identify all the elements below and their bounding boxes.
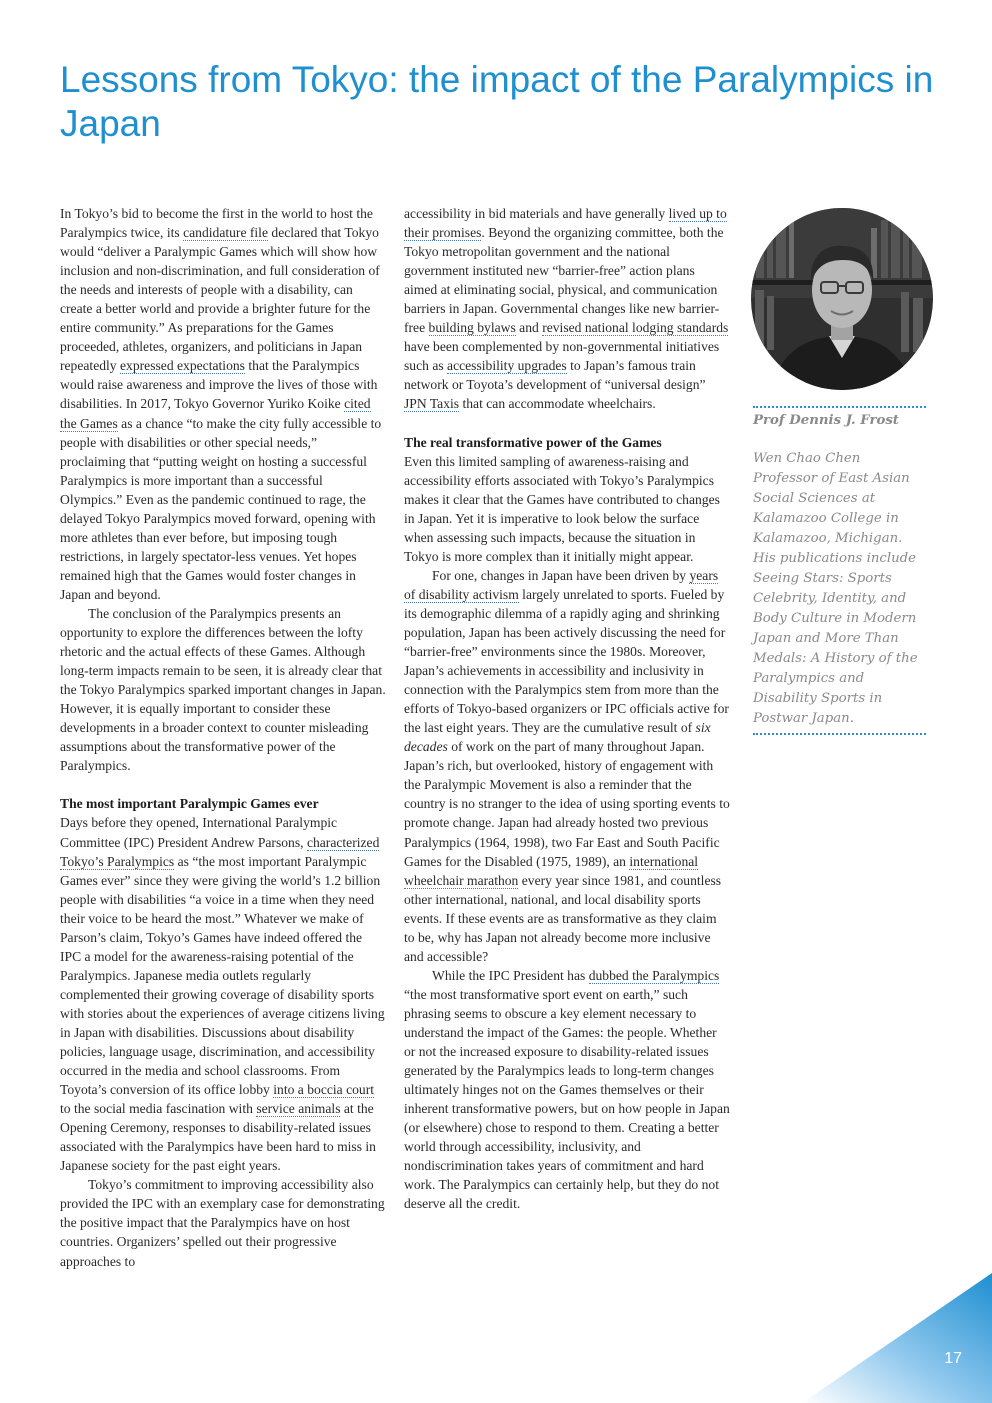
link-cited-the-games[interactable]: cited the Games xyxy=(60,396,371,431)
link-candidature-file[interactable]: candidature file xyxy=(183,225,268,241)
paragraph: accessibility in bid materials and have generally lived up to their promises. Beyond the organizing committee, both the Tokyo metropolitan government and the national government instituted new “barrier-free” action plans aimed at eliminating social, physical, and communication barriers in Japan. Governmental changes like new barrier-free building bylaws and revised national lodging standards have been complemented by non-governmental initiatives such as accessibility upgrades to Japan’s famous train network or Toyota’s development of “universal design” JPN Taxis that can accommodate wheelchairs. xyxy=(404,206,729,412)
paragraph: Even this limited sampling of awareness-raising and accessibility efforts associated with Tokyo’s Paralympics makes it clear that the Games have contributed to changes in Japan. Yet it is imperative to look below the surface when assessing such impacts, because the situation in Tokyo is more complex than it initially might appear. xyxy=(404,453,720,564)
link-boccia-court[interactable]: into a boccia court xyxy=(273,1082,375,1098)
link-service-animals[interactable]: service animals xyxy=(256,1101,341,1117)
link-accessibility-upgrades[interactable]: accessibility upgrades xyxy=(447,358,567,374)
link-lodging-standards[interactable]: revised national lodging standards xyxy=(542,320,729,336)
link-disability-activism[interactable]: years of disability activism xyxy=(404,567,719,602)
link-lived-up-to-promises[interactable]: lived up to their promises xyxy=(404,206,727,241)
article-title: Lessons from Tokyo: the impact of the Paralympics in Japan xyxy=(60,59,934,144)
author-description: Wen Chao Chen Professor of East Asian Social Sciences at Kalamazoo College in Kalamazoo, Michigan. His publications include Seeing Stars: Sports Celebrity, Identity, and Body Culture in Modern Japan and More Than Medals: A History of the Paralympics and Disability Sports in Postwar Japan. xyxy=(753,451,918,726)
link-expressed-expectations[interactable]: expressed expectations xyxy=(120,358,245,374)
author-name: Prof Dennis J. Frost xyxy=(753,413,899,428)
paragraph: Days before they opened, International Paralympic Committee (IPC) President Andrew Parsons, characterized Tokyo’s Paralympics as “the most important Paralympic Games ever” since they were giving the world’s 1.2 billion people with disabilities “a voice in a time when they need their voice to be heard the most.” Whatever we make of Parson’s claim, Tokyo’s Games have indeed offered the IPC a model for the awareness-raising potential of the Paralympics. Japanese media outlets regularly complemented their growing coverage of disability sports with stories about the experiences of average citizens living in Japan with disabilities. Discussions about disability policies, language usage, discrimination, and accessibility occurred in the media and school classrooms. From Toyota’s conversion of its office lobby into a boccia court to the social media fascination with service animals at the Opening Ceremony, responses to disability-related issues associated with the Paralympics have been hard to miss in Japanese society for the past eight years. xyxy=(60,815,385,1174)
author-photo xyxy=(751,208,933,390)
paragraph: In Tokyo’s bid to become the first in the world to host the Paralympics twice, its candidature file declared that Tokyo would “deliver a Paralympic Games which will show how inclusion and non-discrimination, and full consideration of the needs and interests of people with a disability, can create a better world and provide a brighter future for the entire community.” As preparations for the Games proceeded, athletes, organizers, and politicians in Japan repeatedly expressed expectations that the Paralympics would raise awareness and improve the lives of those with disabilities. In 2017, Tokyo Governor Yuriko Koike cited the Games as a chance “to make the city fully accessible to people with disabilities or other special needs,” proclaiming that “putting weight on hosting a successful Paralympics is more important than a successful Olympics.” Even as the pandemic continued to rage, the delayed Tokyo Paralympics moved forward, opening with more athletes than ever before, but imposing tough restrictions, in largely spectator-less venues. Yet hopes remained high that the Games would foster changes in Japan and beyond. xyxy=(60,206,382,602)
article-column-left xyxy=(60,204,386,1271)
divider xyxy=(753,733,926,735)
author-bio xyxy=(753,406,926,735)
corner-triangle-decoration xyxy=(802,1273,992,1403)
article-column-middle xyxy=(404,204,730,1213)
link-characterized-paralympics[interactable]: characterized Tokyo’s Paralympics xyxy=(60,834,380,869)
paragraph: Tokyo’s commitment to improving accessibility also provided the IPC with an exemplary case for demonstrating the positive impact that the Paralympics have on host countries. Organizers’ spelled out their progressive approaches to xyxy=(60,1177,385,1269)
link-dubbed-paralympics[interactable]: dubbed the Paralympics xyxy=(588,967,720,983)
page-number: 17 xyxy=(944,1350,962,1367)
link-jpn-taxis[interactable]: JPN Taxis xyxy=(404,396,460,412)
section-heading: The real transformative power of the Games xyxy=(404,434,662,450)
section-heading: The most important Paralympic Games ever xyxy=(60,796,319,812)
paragraph: The conclusion of the Paralympics presents an opportunity to explore the differences between the lofty rhetoric and the actual effects of these Games. Although long-term impacts remain to be seen, it is already clear that the Tokyo Paralympics sparked important changes in Japan. However, it is equally important to consider these developments in a broader context to counter misleading assumptions about the transformative power of the Paralympics. xyxy=(60,605,386,774)
paragraph: While the IPC President has dubbed the Paralympics “the most transformative sport event on earth,” such phrasing seems to obscure a key element necessary to understand the impact of the Games: the people. Whether or not the increased exposure to disability-related issues generated by the Paralympics leads to long-term changes ultimately hinges not on the Games themselves or their inherent transformative powers, but on how people in Japan (or elsewhere) chose to respond to them. Creating a better world through accessibility, inclusivity, and nondiscrimination takes years of commitment and hard work. The Paralympics can certainly help, but they do not deserve all the credit. xyxy=(404,967,730,1212)
link-building-bylaws[interactable]: building bylaws xyxy=(428,320,516,336)
link-wheelchair-marathon[interactable]: international wheelchair marathon xyxy=(404,853,699,888)
paragraph: For one, changes in Japan have been driven by years of disability activism largely unrelated to sports. Fueled by its demographic dilemma of a rapidly aging and shrinking population, Japan has been actively discussing the need for “barrier-free” environments since the 1980s. Moreover, Japan’s achievements in accessibility and inclusivity in connection with the Paralympics stem from more than the efforts of Tokyo-based organizers or IPC officials active for the last eight years. They are the cumulative result of six decades of work on the part of many throughout Japan. Japan’s rich, but overlooked, history of engagement with the Paralympic Movement is also a reminder that the country is no stranger to the idea of using sporting events to promote change. Japan had already hosted two previous Paralympics (1964, 1998), two Far East and South Pacific Games for the Disabled (1975, 1989), an international wheelchair marathon every year since 1981, and countless other international, national, and local disability sports events. If these events are as transformative as they claim to be, why has Japan not already become more inclusive and accessible? xyxy=(404,567,730,964)
